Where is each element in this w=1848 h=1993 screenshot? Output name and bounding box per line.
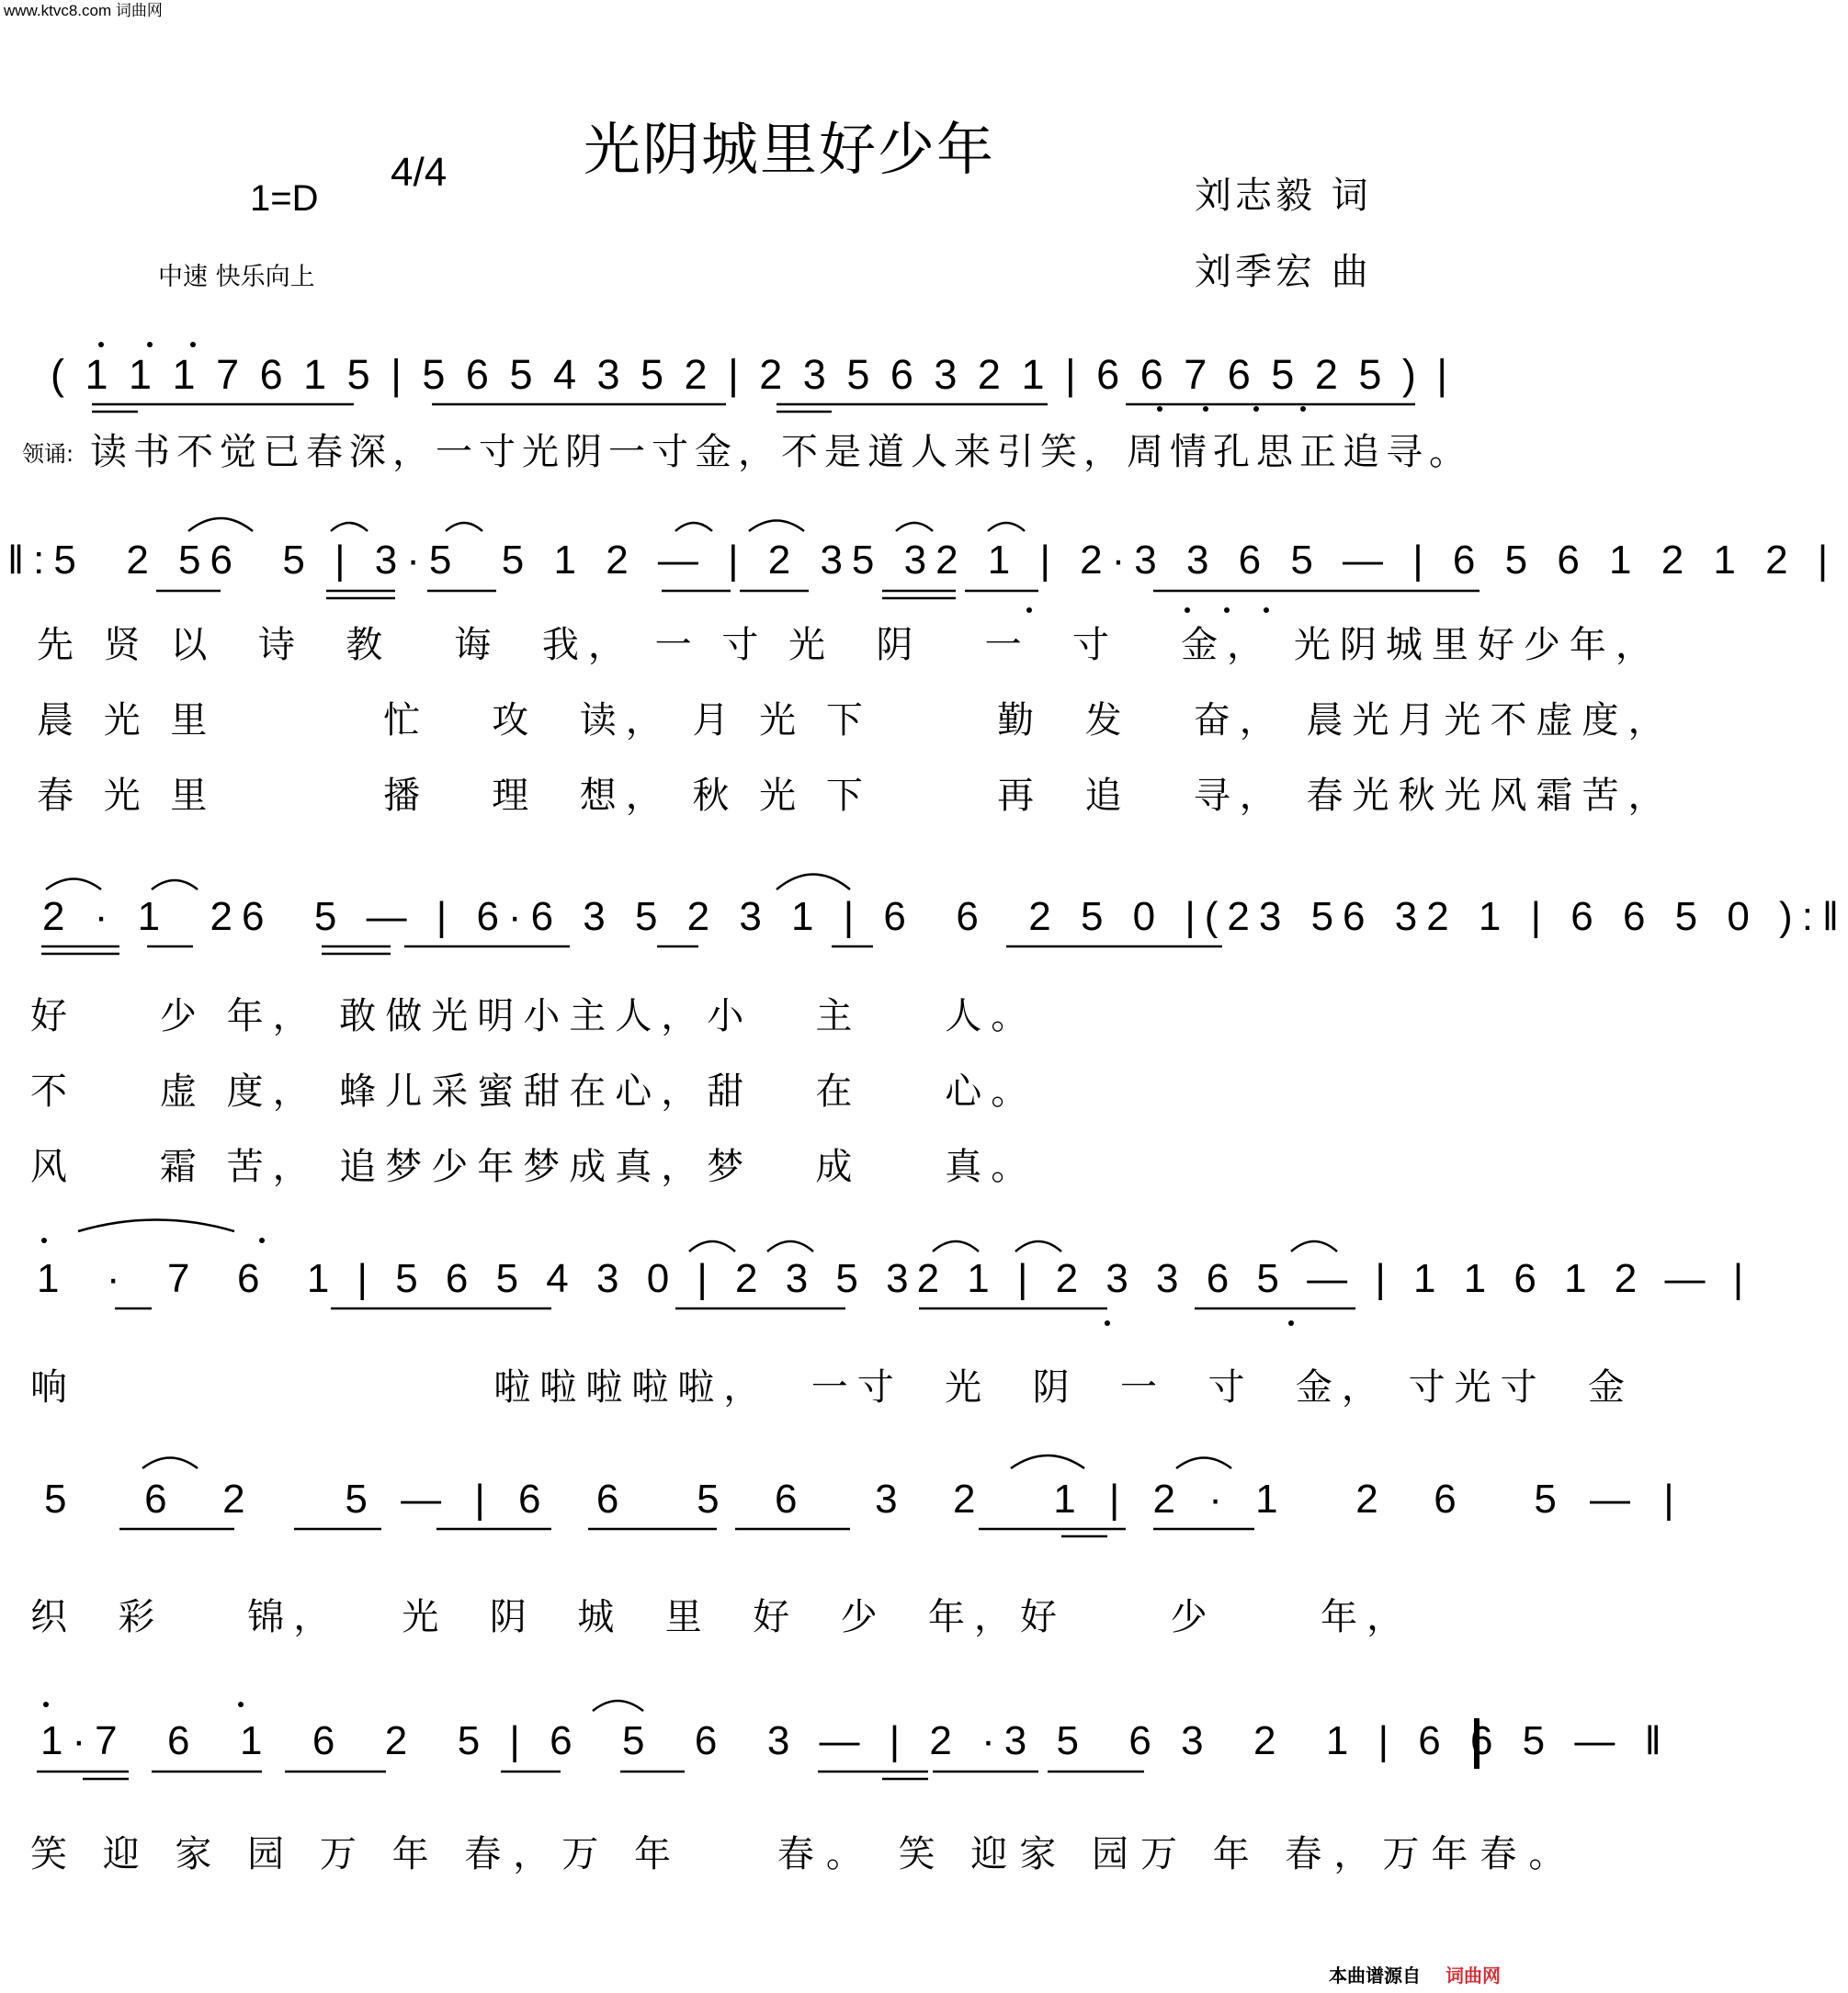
verse-b-lyric-line-1: 好 少 年， 敢做光明小主人，小 主 人。 [30,995,1037,1037]
chorus-1-lyrics: 响 啦啦啦啦啦， 一寸 光 阴 一 寸 金， 寸光寸 金 [30,1366,1635,1409]
chorus-2-notation: 5 6 2 5 — | 6 6 5 6 3 2 1 | 2 · 1 2 6 5 — | [44,1477,1685,1522]
chorus-3-lyrics: 笑 迎 家 园 万 年 春，万 年 春。 笑 迎家 园万 年 春，万年春。 [30,1833,1578,1875]
chorus-2-lyrics: 织 彩 锦， 光 阴 城 里 好 少 年，好 少 年， [30,1596,1413,1638]
time-signature: 4/4 [391,150,448,195]
verse-a-lyric-line-1: 先 贤 以 诗 教 诲 我， 一 寸 光 阴 一 寸 金， 光阴城里好少年， [37,624,1661,666]
verse-a-lyric-line-2: 晨 光 里 忙 攻 读， 月 光 下 勤 发 奋， 晨光月光不虚度， [37,699,1674,742]
key-signature: 1=D [250,178,319,219]
lead-recitation-text: 读书不觉已春深，一寸光阴一寸金，不是道人来引笑，周情孔思正追寻。 [90,431,1472,473]
lyricist-credit: 刘志毅 词 [1195,175,1372,217]
song-title: 光阴城里好少年 [584,116,996,183]
intro-notation: ( 1 1 1 7 6 1 5 | 5 6 5 4 3 5 2 | 2 3 5 6 3 2 1 | 6 6 7 6 5 2 5 ) | [51,351,1453,398]
footer-logo: 词曲网 [1446,1965,1501,1987]
composer-credit: 刘季宏 曲 [1195,251,1372,293]
tempo-marking: 中速 快乐向上 [158,263,315,291]
verse-b-lyric-line-2: 不 虚 度， 蜂儿采蜜甜在心，甜 在 心。 [30,1070,1037,1113]
site-url: www.ktvc8.com 词曲网 [4,2,163,19]
verse-b-lyric-line-3: 风 霜 苦， 追梦少年梦成真，梦 成 真。 [30,1146,1037,1188]
verse-a-lyric-line-3: 春 光 里 播 理 想， 秋 光 下 再 追 寻， 春光秋光风霜苦， [37,775,1674,817]
chorus-1-notation: 1 · 7 6 1 | 5 6 5 4 3 0 | 2 3 5 32 1 | 2 3 3 6 5 — | 1 1 6 1 2 — | [37,1256,1752,1301]
verse-b-notation: 2 · 1 26 5 — | 6·6 3 5 2 3 1 | 6 6 2 5 0 |(23 56 32 1 | 6 6 5 0 ):‖ [42,894,1848,939]
chorus-3-notation: 1·7 6 1 6 2 5 | 6 5 6 3 — | 2 ·3 5 6 3 2 1 | 6 6 5 — ‖ [40,1718,1671,1763]
footer-source-text: 本曲谱源自 [1329,1965,1421,1987]
lead-recitation-label: 领诵: [22,441,74,467]
verse-a-notation: ‖:5 2 56 5 | 3·5 5 1 2 — | 2 35 32 1 | 2·3 3 6 5 — | 6 5 6 1 2 1 2 | [7,538,1838,583]
